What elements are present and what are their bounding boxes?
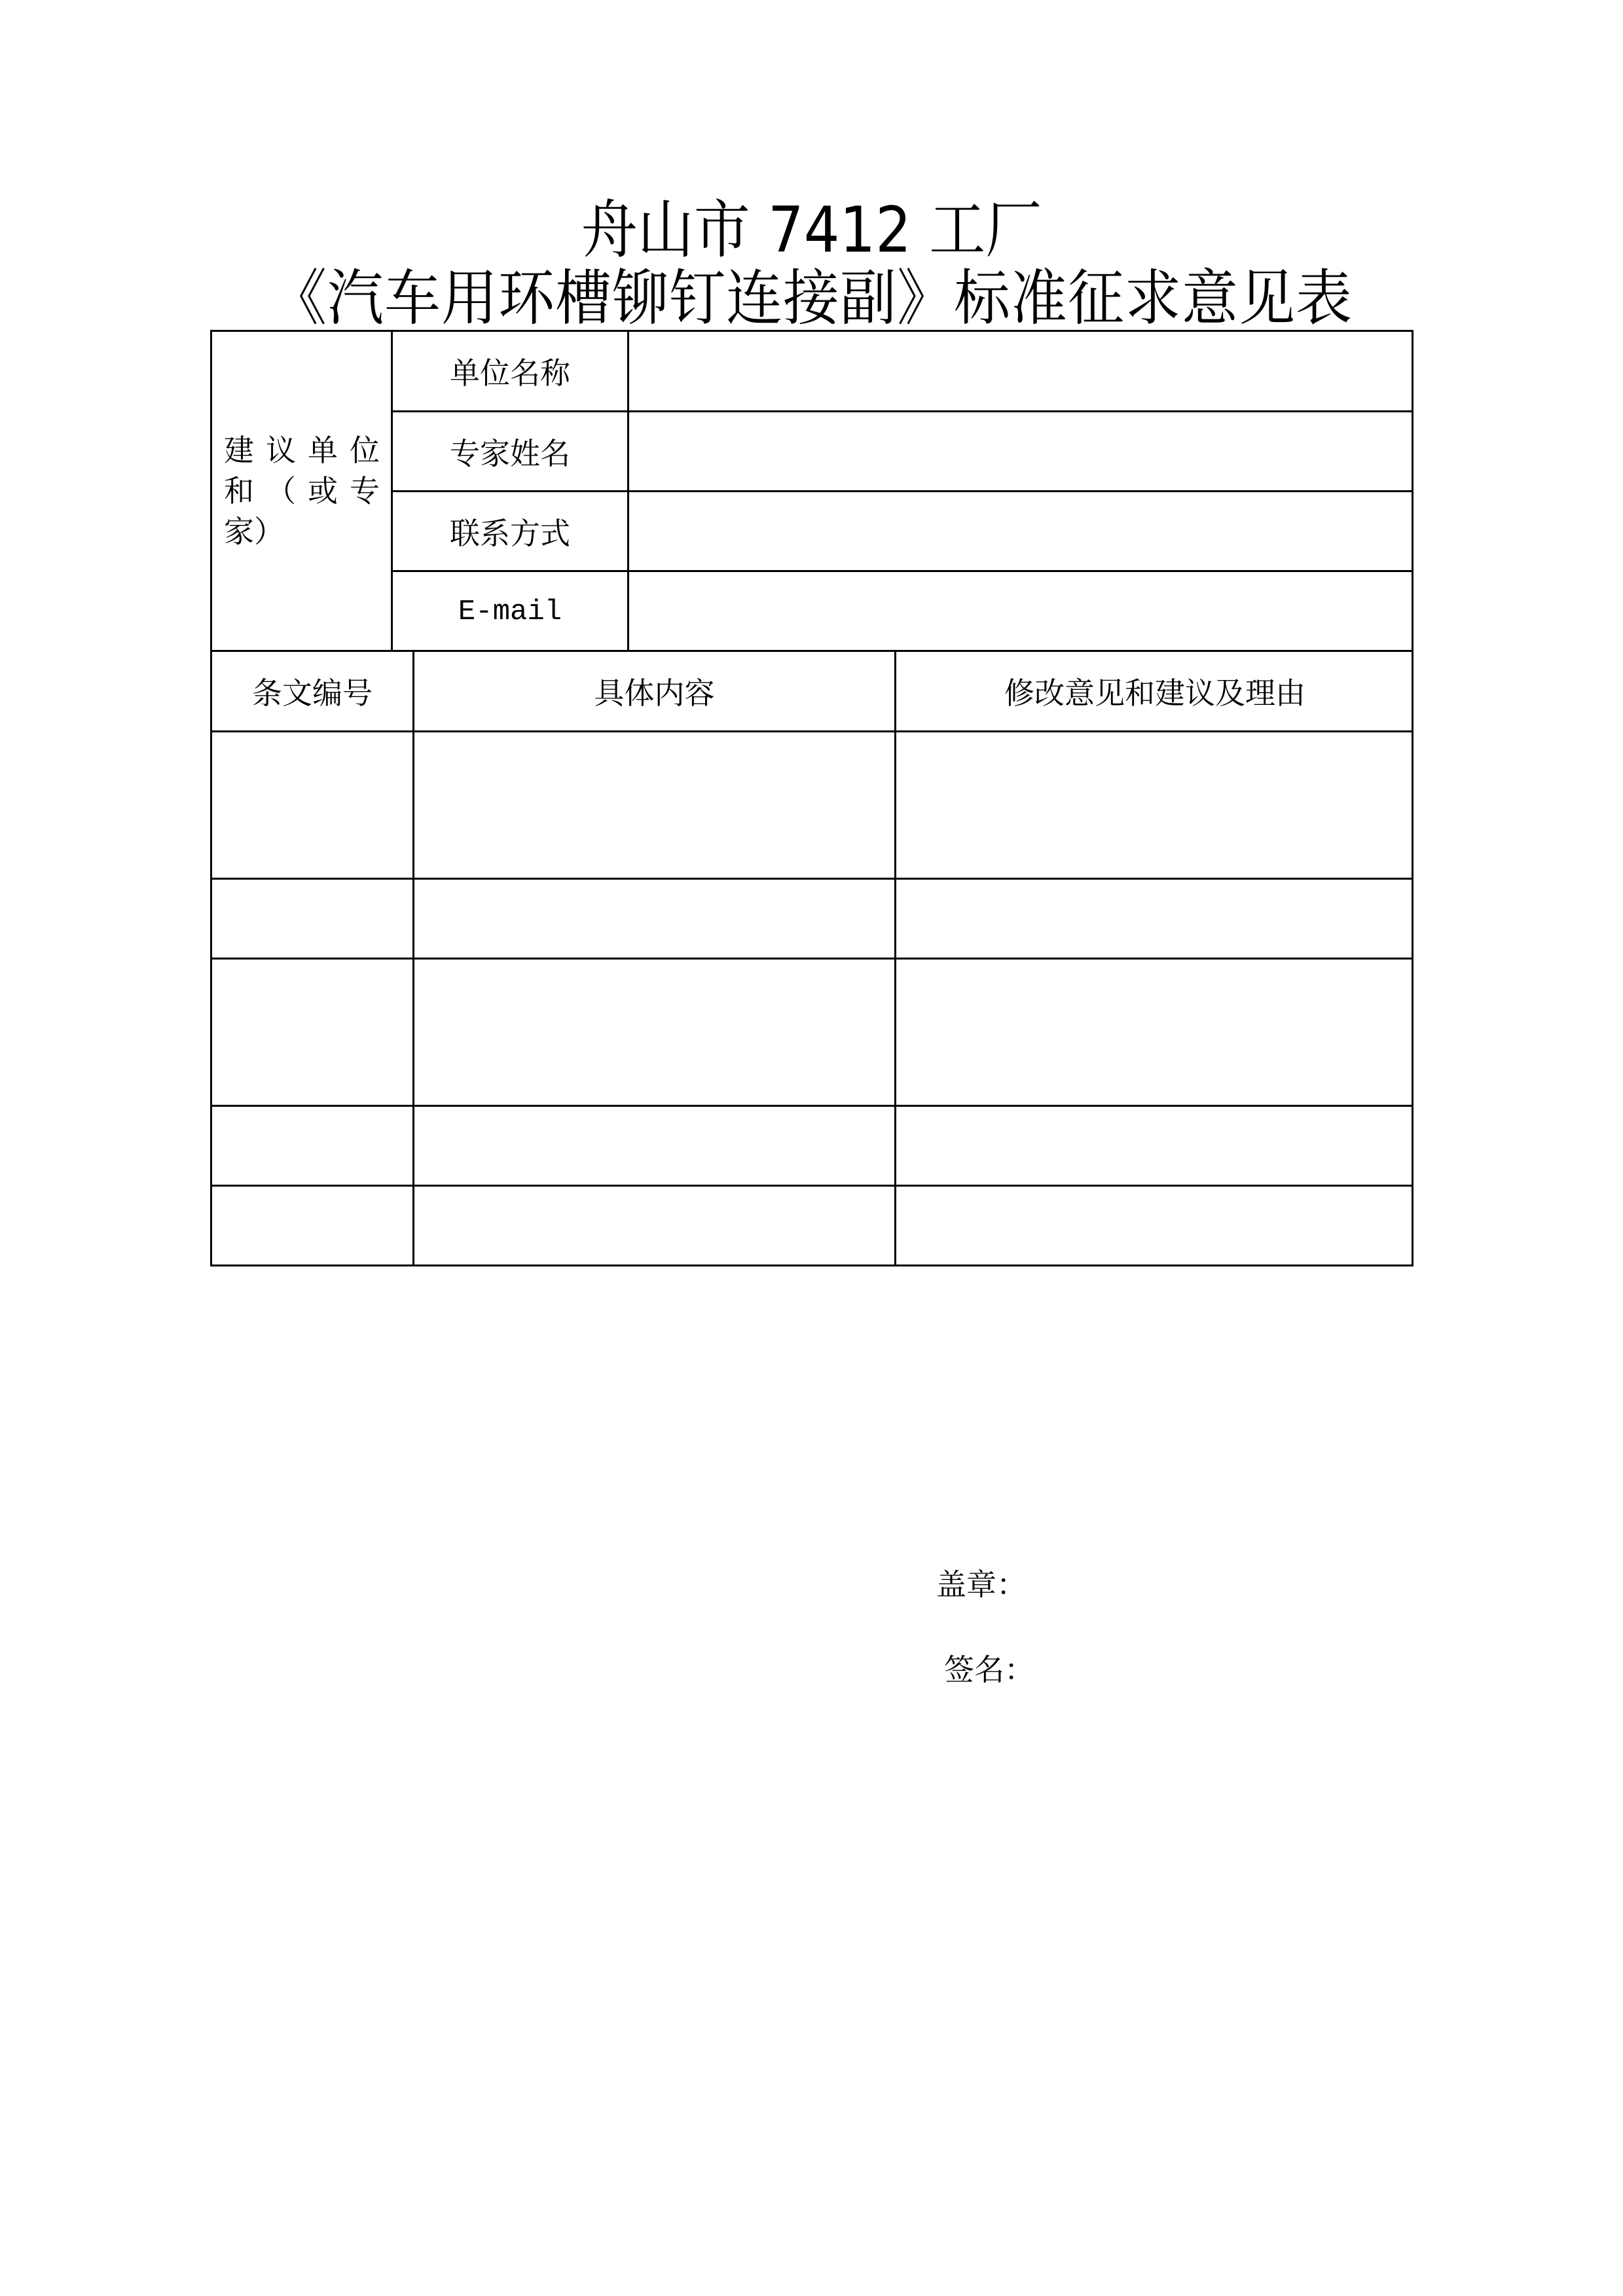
field-label-text: 单位名称 xyxy=(450,355,570,391)
row2-clause-no[interactable] xyxy=(212,880,414,960)
field-label-contact xyxy=(393,492,629,572)
header-text: 条文编号 xyxy=(252,675,373,711)
signature-label: 签名： xyxy=(944,1652,1034,1687)
row5-content[interactable] xyxy=(414,1187,896,1265)
header-content xyxy=(414,652,896,732)
field-label-email xyxy=(393,572,629,652)
info-group-label-line: 家） xyxy=(224,514,284,549)
field-value-unit-name[interactable] xyxy=(629,332,1413,412)
row2-content[interactable] xyxy=(414,880,896,960)
row3-content[interactable] xyxy=(414,960,896,1107)
info-group-label-line: 建 议 单 位 xyxy=(224,433,380,468)
row3-suggestion[interactable] xyxy=(896,960,1413,1107)
row4-content[interactable] xyxy=(414,1107,896,1187)
row3-clause-no[interactable] xyxy=(212,960,414,1107)
header-text: 具体内容 xyxy=(594,675,715,711)
row1-content[interactable] xyxy=(414,732,896,880)
row4-clause-no[interactable] xyxy=(212,1107,414,1187)
field-label-text: 联系方式 xyxy=(450,515,570,551)
header-text: 修改意见和建议及理由 xyxy=(1004,675,1305,711)
row4-suggestion[interactable] xyxy=(896,1107,1413,1187)
row1-suggestion[interactable] xyxy=(896,732,1413,880)
field-label-text: E-mail xyxy=(458,596,562,628)
info-group-label-cell xyxy=(212,332,393,652)
info-section-table xyxy=(210,330,1413,652)
field-label-text: 专家姓名 xyxy=(450,435,570,471)
field-label-unit-name xyxy=(393,332,629,412)
seal-label: 盖章： xyxy=(936,1567,1027,1602)
row5-suggestion[interactable] xyxy=(896,1187,1413,1265)
field-label-expert-name xyxy=(393,412,629,492)
row1-clause-no[interactable] xyxy=(212,732,414,880)
document-title-line2: 《汽车用环槽铆钉连接副》标准征求意见表 xyxy=(270,263,1353,334)
info-group-label xyxy=(224,430,380,552)
row5-clause-no[interactable] xyxy=(212,1187,414,1265)
header-suggestion xyxy=(896,652,1413,732)
comments-table xyxy=(210,650,1413,1266)
document-title-line1: 舟山市 7412 工厂 xyxy=(581,194,1042,267)
field-value-email[interactable] xyxy=(629,572,1413,652)
row2-suggestion[interactable] xyxy=(896,880,1413,960)
info-group-label-line: 和 （ 或 专 xyxy=(224,473,380,509)
header-clause-no xyxy=(212,652,414,732)
field-value-contact[interactable] xyxy=(629,492,1413,572)
field-value-expert-name[interactable] xyxy=(629,412,1413,492)
